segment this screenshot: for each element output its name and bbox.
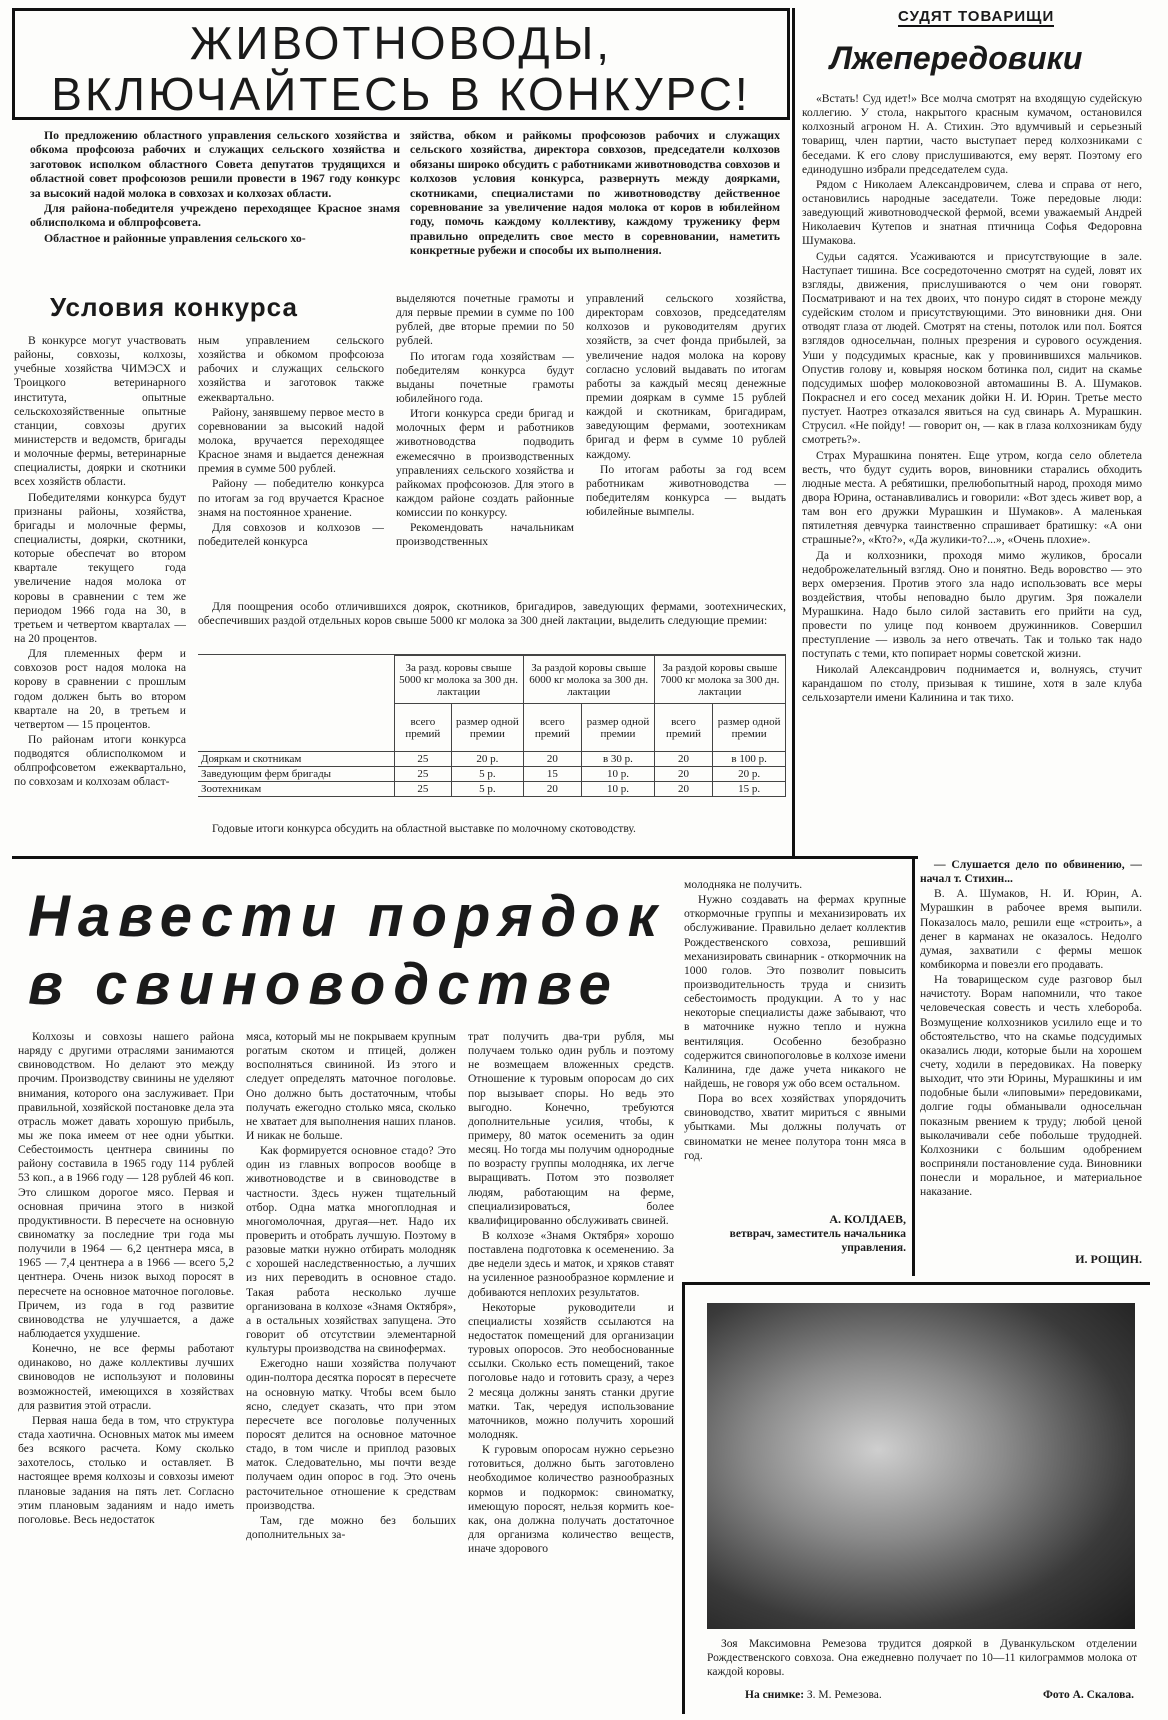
cond-c4-p2: По итогам работы за год всем работникам животноводства — победителям конкурса — выдать юбилейные вымпелы. xyxy=(586,462,786,519)
side-p5: Да и колхозники, проходя мимо жуликов, бросали недоброжелательный взгляд. Оно и понятно. Ведь воровство — это верх омерзения. Против этого зла надо использовать все меры воздействия, чтобы неповадно было другим. Зря пожалели Мурашкина. Надо было силой заставить его прийти на суд, провести по улице под конвоем дружинников. Совершил преступление — изволь за него отвечать. Так и только так надо поступать с теми, кто попирает нормы советской жизни. xyxy=(802,548,1142,661)
pig-c3-p4: К гуровым опоросам нужно серьезно готовиться, должно быть заготовлено необходимое количество разнообразных кормов и подкормок: свиноматку, имеющую поросят, нельзя кормить кое-как, она должна получать достаточное для организма количество веществ, иначе здорового xyxy=(468,1443,674,1556)
photo-credit: Фото А. Скалова. xyxy=(1042,1689,1134,1701)
prize-cell: 5 р. xyxy=(452,782,524,797)
cond-c3-p1: выделяются почетные грамоты и для первые премии в сумме по 100 рублей, две вторые премии по 50 рублей. xyxy=(396,292,574,348)
pig-c4-p2: Нужно создавать на фермах крупные откормочные группы и механизировать их обслуживание. Правильно делает коллектив Рождественского совхоза, решивший механизировать свинарник - откормочник на 1000 голов. Это позволит повысить производительность труда и снизить себестоимость продукции. А то у нас некоторые специалисты даже забывают, что в маточнике нужно тепло и нужна вентиляция. Особенно безобразно содержится свинопоголовье в колхозе имени Калинина, где даже учета никакого не найдешь, не говоря уж обо всем остальном. xyxy=(684,893,906,1090)
cond-c1-p2: Победителями конкурса будут признаны районы, хозяйства, бригады и молочные фермы, специалисты, доярки, скотники, которые обеспечат во втором квартале текущего года увеличение надоя молока от коровы в сравнении с тем же периодом 1966 года на 30, в третьем и четвертом кварталах — на 20 процентов. xyxy=(14,490,186,645)
prize-group-2: За раздой коровы свыше 6000 кг молока за 300 дн. лактации xyxy=(523,656,654,704)
cond-c2-p3: Району — победителю конкурса по итогам за год вручается Красное знамя на постоянное хранение. xyxy=(198,477,384,519)
pig-signature-name: А. КОЛДАЕВ, xyxy=(829,1212,906,1226)
prize-group-1: За разд. коровы свыше 5000 кг молока за 300 дн. лактации xyxy=(394,656,523,704)
conditions-col2 xyxy=(198,334,384,592)
photo-subject-name: З. М. Ремезова. xyxy=(806,1689,882,1701)
pig-title-line2: в свиноводстве xyxy=(28,952,619,1017)
pig-signature-role: ветврач, заместитель начальника управления. xyxy=(729,1228,906,1254)
side-p7: — Слушается дело по обвинению, — начал т. Стихин... xyxy=(920,858,1142,886)
prize-cell: 25 xyxy=(394,752,452,767)
table-row xyxy=(198,782,786,797)
prize-cell: 20 xyxy=(654,752,712,767)
side-p2: Рядом с Николаем Александровичем, слева и справа от него, остановились народные заседатели. Тоже передовые люди: заведующий животноводческой фермой, всеми уважаемый Андрей Николаевич Кутепов и знатная птичница Софья Федоровна Шумакова. xyxy=(802,177,1142,248)
cond-c3-p4: Рекомендовать начальникам производственных xyxy=(396,521,574,549)
photo-subject xyxy=(745,1689,882,1701)
column-divider xyxy=(792,8,795,858)
prize-table xyxy=(198,655,786,797)
side-signature: И. РОЩИН. xyxy=(1075,1252,1142,1266)
side-column-lower xyxy=(920,858,1142,1250)
table-row xyxy=(198,767,786,782)
conditions-footer xyxy=(198,822,786,854)
main-headline-line1: ЖИВОТНОВОДЫ, xyxy=(189,17,613,69)
prize-group-3: За раздой коровы свыше 7000 кг молока за 300 дн. лактации xyxy=(654,656,785,704)
prize-cell: 15 xyxy=(523,767,581,782)
photo-caption xyxy=(707,1637,1137,1689)
conditions-footer-text: Годовые итоги конкурса обсудить на областной выставке по молочному скотоводству. xyxy=(212,822,636,835)
prize-cell: 20 xyxy=(523,752,581,767)
conditions-col3 xyxy=(396,292,574,592)
intro-right-p1: зяйства, обком и райкомы профсоюзов рабочих и служащих сельского хозяйства, директора совхозов, председатели колхозов обязаны широко обсудить с работниками животноводства совхозов и колхозов условия конкурса, развернуть между доярками, скотниками, специалистами по животноводству действенное соревнование за увеличение надоя молока от коров в юбилейном году, помочь каждому коллективу, каждому труженику ферм правильно определить свое место в соревновании, наметить конкретные рубежи и способы их выполнения. xyxy=(410,128,780,258)
cond-c1-p4: По районам итоги конкурса подводятся облисполкомом и облпрофсоветом ежеквартально, по совхозам и колхозам област- xyxy=(14,732,186,789)
prize-cell: 20 р. xyxy=(713,767,786,782)
side-p6: Николай Александрович поднимается и, волнуясь, стучит карандашом по столу, призывая к тишине, хотя в зале клуба сельхозартели имени Калинина и так тихо. xyxy=(802,662,1142,704)
pig-c1-p1: Колхозы и совхозы нашего района наряду с другими отраслями занимаются свиноводством. Но делают это между прочим. Производству свинины не уделяют внимания, которого она заслуживает. При правильной, хозяйской постановке дела эта отрасль может давать хорошую прибыль, мы же пока имеем от нее одни убытки. Себестоимость центнера свинины по району составила в 1965 году 114 рублей 53 коп., а в 1966 году — 128 рублей 46 коп. Это слишком дорогое мясо. Первая и основная причина этого в низкой продуктивности. В пересчете на основную свиноматку за последние три года мы получили в 1964 — 6,2 центнера мяса, в 1965 — 7,4 центнера а в 1966 — всего 5,2 центнера. Очень низок выход поросят в пересчете на основное маточное поголовье. Причем, из года в год развитие свиноводства не улучшается, а даже наблюдается ухудшение. xyxy=(18,1030,234,1340)
pig-c1-p3: Первая наша беда в том, что структура стада хаотична. Основных маток мы имеем без всякого расчета. Кому сколько захотелось, столько и оставляет. В настоящее время колхозы и совхозы имеют плановые задания на пять лет. Согласно этим плановым заданиям и надо иметь поголовье. Весь недостаток xyxy=(18,1413,234,1526)
prize-cell: 20 xyxy=(654,782,712,797)
prize-cell: 25 xyxy=(394,782,452,797)
table-intro-text: Для поощрения особо отличившихся доярок, скотников, бригадиров, заведующих фермами, зоотехнических, обеспечивших раздой отдельных коров свыше 5000 кг молока за 300 дней лактации, выделить следующие премии: xyxy=(198,600,786,628)
pig-c4-p3: Пора во всех хозяйствах упорядочить свиноводство, хватит мириться с явными убытками. Мы должны получать от свиноматки не менее полутора тонн мяса в год. xyxy=(684,1092,906,1162)
prize-cell: 15 р. xyxy=(713,782,786,797)
pig-c3-p2: В колхозе «Знамя Октября» хорошо поставлена подготовка к осеменению. За две недели здесь и маток, и хряков ставят на усиленное разнообразное кормление и добиваются неплохих результатов. xyxy=(468,1228,674,1299)
prize-cell: 5 р. xyxy=(452,767,524,782)
prize-sub-total-2: всего премий xyxy=(523,704,581,752)
table-intro xyxy=(198,600,786,652)
side-p8: В. А. Шумаков, Н. И. Юрин, А. Мурашкин в рабочее время выпили. Показалось мало, решили еще «строить», а денег в карманах не оказалось. Недолго думая, захватили с фермы мешок комбикорма и повезли его продавать. xyxy=(920,887,1142,971)
main-headline-box xyxy=(12,8,790,120)
prize-sub-total-3: всего премий xyxy=(654,704,712,752)
pig-c2-p2: Как формируется основное стадо? Это один из главных вопросов вообще в животноводстве и в свиноводстве в частности. Здесь нужен тщательный отбор. Одна матка многоплодная и многомолочная, другая—нет. Надо их проверить и отобрать лучшую. Поэтому в разовые матки нужно отбирать молодняк с хорошей наследственностью, а лучших из них переводить в основное стадо. Такая работа несколько лучше организована в колхозе «Знамя Октября», а в остальных хозяйствах запущена. Это говорит об отсутствии элементарной культуры производства на свинофермах. xyxy=(246,1144,456,1356)
photo-caption-text: Зоя Максимовна Ремезова трудится дояркой в Дуванкульском отделении Рождественского совхоза. Она ежедневно получает по 10—11 килограммов молока от каждой коровы. xyxy=(707,1638,1137,1679)
prize-cell: в 30 р. xyxy=(582,752,655,767)
prize-sub-total-1: всего премий xyxy=(394,704,452,752)
prize-row-label: Заведующим ферм бригады xyxy=(198,767,394,782)
pig-col2 xyxy=(246,1030,456,1712)
cond-c3-p2: По итогам года хозяйствам — победителям конкурса будут выданы почетные грамоты юбилейного года. xyxy=(396,349,574,405)
section-divider xyxy=(12,856,918,859)
pig-c2-p1: мяса, который мы не покрываем крупным рогатым скотом и птицей, должен восполняться свининой. Из этого и следует определять маточное поголовье. Оно должно быть достаточным, чтобы получать ежегодно столько мяса, сколько не хватает для выполнения наших планов. И никак не больше. xyxy=(246,1030,456,1142)
side-rubric: СУДЯТ ТОВАРИЩИ xyxy=(898,8,1055,25)
prize-cell: 20 xyxy=(654,767,712,782)
side-title: Лжепередовики xyxy=(830,40,1083,76)
cond-c2-p1: ным управлением сельского хозяйства и обкомом профсоюза рабочих и служащих сельского хозяйства и заготовок также ежеквартально. xyxy=(198,334,384,404)
prize-table-corner xyxy=(198,656,394,752)
pig-col3 xyxy=(468,1030,674,1712)
conditions-title: Условия конкурса xyxy=(50,292,298,322)
pig-title-line1: Навести порядок xyxy=(28,884,666,949)
prize-sub-size-2: размер одной премии xyxy=(582,704,655,752)
intro-left xyxy=(30,128,400,280)
conditions-col4 xyxy=(586,292,786,592)
pig-c1-p2: Конечно, не все фермы работают одинаково, но даже коллективы лучших свиноводов не используют и половины возможностей, имеющихся в хозяйствах для развития этой отрасли. xyxy=(18,1342,234,1412)
side-p1: «Встать! Суд идет!» Все молча смотрят на входящую судейскую коллегию. У стола, накрытого красным кумачом, остановился колхозный агроном Н. А. Стихин. Это вдумчивый и серьезный товарищ, член партии, часто выступает перед колхозниками с беседами. К его слову прислушиваются, ему верят. Поэтому его единодушно избрали председателем суда. xyxy=(802,92,1142,176)
photo-frame xyxy=(682,1282,1150,1714)
prize-cell: 20 xyxy=(523,782,581,797)
intro-left-p1: По предложению областного управления сельского хозяйства и обкома профсоюза рабочих и служащих сельского хозяйства и заготовок исполком областного Совета депутатов трудящихся и областной совет профсоюзов решили провести в 1967 году конкурс за высокий надой молока в совхозах и колхозах области. xyxy=(30,128,400,200)
pig-col4 xyxy=(684,878,906,1208)
table-row xyxy=(198,752,786,767)
prize-row-label: Зоотехникам xyxy=(198,782,394,797)
pig-c3-p3: Некоторые руководители и специалисты хозяйств ссылаются на недостаток помещений для организации туровых опоросов. Это необоснованные ссылки. Сколько есть помещений, такое поголовье надо и готовить сразу, а через 2 месяца должны занять станки другие матки. Так, чередуя использование маточников, можно получить хороший молодняк. xyxy=(468,1300,674,1441)
prize-sub-size-3: размер одной премии xyxy=(713,704,786,752)
pig-col1 xyxy=(18,1030,234,1712)
main-headline-line2: ВКЛЮЧАЙТЕСЬ В КОНКУРС! xyxy=(51,68,751,120)
cond-c2-p4: Для совхозов и колхозов — победителей конкурса xyxy=(198,520,384,548)
side-column xyxy=(802,92,1142,854)
intro-left-p3: Областное и районные управления сельского хо- xyxy=(44,230,306,245)
intro-right xyxy=(410,128,780,280)
pig-c2-p4: Там, где можно без больших дополнительных за- xyxy=(246,1513,456,1541)
pig-side-divider xyxy=(912,856,915,1276)
prize-cell: 10 р. xyxy=(582,767,655,782)
prize-cell: 10 р. xyxy=(582,782,655,797)
side-p9: На товарищеском суде разговор был начистоту. Ворам напомнили, что такое человеческая совесть и честь хлебороба. Возмущение колхозников усилило еще и то обстоятельство, что на скамье подсудимых оказались люди, которые были на хорошем счету, ходили в передовиках. На поверку выходит, что эти Юрины, Мурашкины и им подобные были «липовыми» передовиками, долгие годы обманывали односельчан показным рвением к труду; любой ценой выколачивали себе побольше трудодней. Колхозники с большим одобрением восприняли постановление суда. Виновники понесли и моральное, и материальное наказание. xyxy=(920,973,1142,1199)
prize-cell: в 100 р. xyxy=(713,752,786,767)
pig-c2-p3: Ежегодно наши хозяйства получают один-полтора десятка поросят в пересчете на основную матку. Чтобы всем было ясно, следует сказать, что при этом пересчете все поголовье полученных поросят делится на основное маточное стадо, в том числе и приплод разовых маток. Следовательно, мы почти везде получаем один опорос в год. Это очень расточительное отношение к средствам производства. xyxy=(246,1357,456,1512)
photo-subject-label: На снимке: xyxy=(745,1689,805,1701)
prize-table-wrap xyxy=(198,654,786,816)
prize-sub-size-1: размер одной премии xyxy=(452,704,524,752)
conditions-col1 xyxy=(14,334,186,850)
cond-c3-p3: Итоги конкурса среди бригад и молочных ферм и работников животноводства подводить ежемесячно в производственных управлениях сельского хозяйства и райкомах профсоюзов. Для этого в каждом районе создать районные комиссии по конкурсу. xyxy=(396,407,574,520)
pig-c4-p1: молодняка не получить. xyxy=(684,878,803,891)
prize-cell: 20 р. xyxy=(452,752,524,767)
side-p4: Страх Мурашкина понятен. Еще утром, когда село облетела весть, что будут судить воров, виновники старались обходить людные места. А ребятишки, прелюбопытный народ, проходя мимо двора Юрина, останавливались и говорили: «Вот здесь живет вор, а там вон его дружки Мурашкин и Шумаков». А маленькая пятилетняя девчурка таинственно спрашивает братишку: «А они страшные?», «Кто?», «Да жулики-то?...», «Очень плохие». xyxy=(802,448,1142,547)
cond-c2-p2: Району, занявшему первое место в соревновании за высокий надой молока, вручается переходящее Красное знамя и выдается денежная премия в сумме 500 рублей. xyxy=(198,405,384,476)
prize-row-label: Дояркам и скотникам xyxy=(198,752,394,767)
prize-cell: 25 xyxy=(394,767,452,782)
intro-left-p2: Для района-победителя учреждено переходящее Красное знамя облисполкома и облпрофсовета. xyxy=(30,200,400,230)
pig-c3-p1: трат получить два-три рубля, мы получаем только один рубль и поэтому не возмещаем вложенных средств. Отношение к туровым опоросам до сих пор вызывает споры. Но ведь это выгодно. Конечно, требуются дополнительные усилия, чтобы, к примеру, 80 маток осеменить за один месяц. Но тогда мы получим однородные по возрасту группы молодняка, их легче выращивать. Потом это позволяет людям, работающим на ферме, специализироваться, более квалифицированно обслуживать свиней. xyxy=(468,1030,674,1227)
cond-c1-p3: Для племенных ферм и совхозов рост надоя молока на корову в сравнении с прошлым годом должен быть во втором квартале на 20, в третьем и четвертом — 15 процентов. xyxy=(14,647,186,731)
cond-c4-p1: управлений сельского хозяйства, директорам совхозов, председателям колхозов и руководителям других хозяйств, за счет фонда прибылей, за увеличение надоя молока на корову согласно условий выдавать по итогам работы за каждый месяц денежные премии дояркам в сумме 15 рублей каждой и скотникам, бригадирам, заведующим фермами, зоотехникам бригад и ферм в сумме 10 рублей каждому. xyxy=(586,292,786,461)
cond-c1-p1: В конкурсе могут участвовать районы, совхозы, колхозы, учебные хозяйства ЧИМЭСХ и Троицкого ветеринарного института, опытные сельскохозяйственные опытные станции, совхозы других министерств и ведомств, бригады и молочные фермы, ветеринарные специалисты, доярки и скотники всех хозяйств области. xyxy=(14,334,186,489)
photo-milkmaid xyxy=(707,1303,1135,1629)
side-p3: Судьи садятся. Усаживаются и присутствующие в зале. Наступает тишина. Все сосредоточенно смотрят на судей, ловят их взгляды, движения, прислушиваются о чем они говорят. Посматривают и на тех двоих, что понуро сидят в стороне между судейским столом и присутствующими. Это виновники дня. Они отводят глаза от людей. Смотрят на стены, потолок или пол. Боятся взглядов односельчан, полных презрения и сурового осуждения. Уши у подсудимых красные, как у провинившихся мальчиков. Опустив голову и, ковыряя носком ботинка пол, сидит на скамье подсудимых шофер молоковозной автомашины В. А. Шумаков. Покраснел и его сосед механик дойки Н. И. Юрин. Третье место пустует. Наотрез отказался явиться на суд свинарь А. Мурашкин. Струсил. «Не пойду! — говорит он, — как в глаза колхозникам буду смотреть?». xyxy=(802,249,1142,447)
